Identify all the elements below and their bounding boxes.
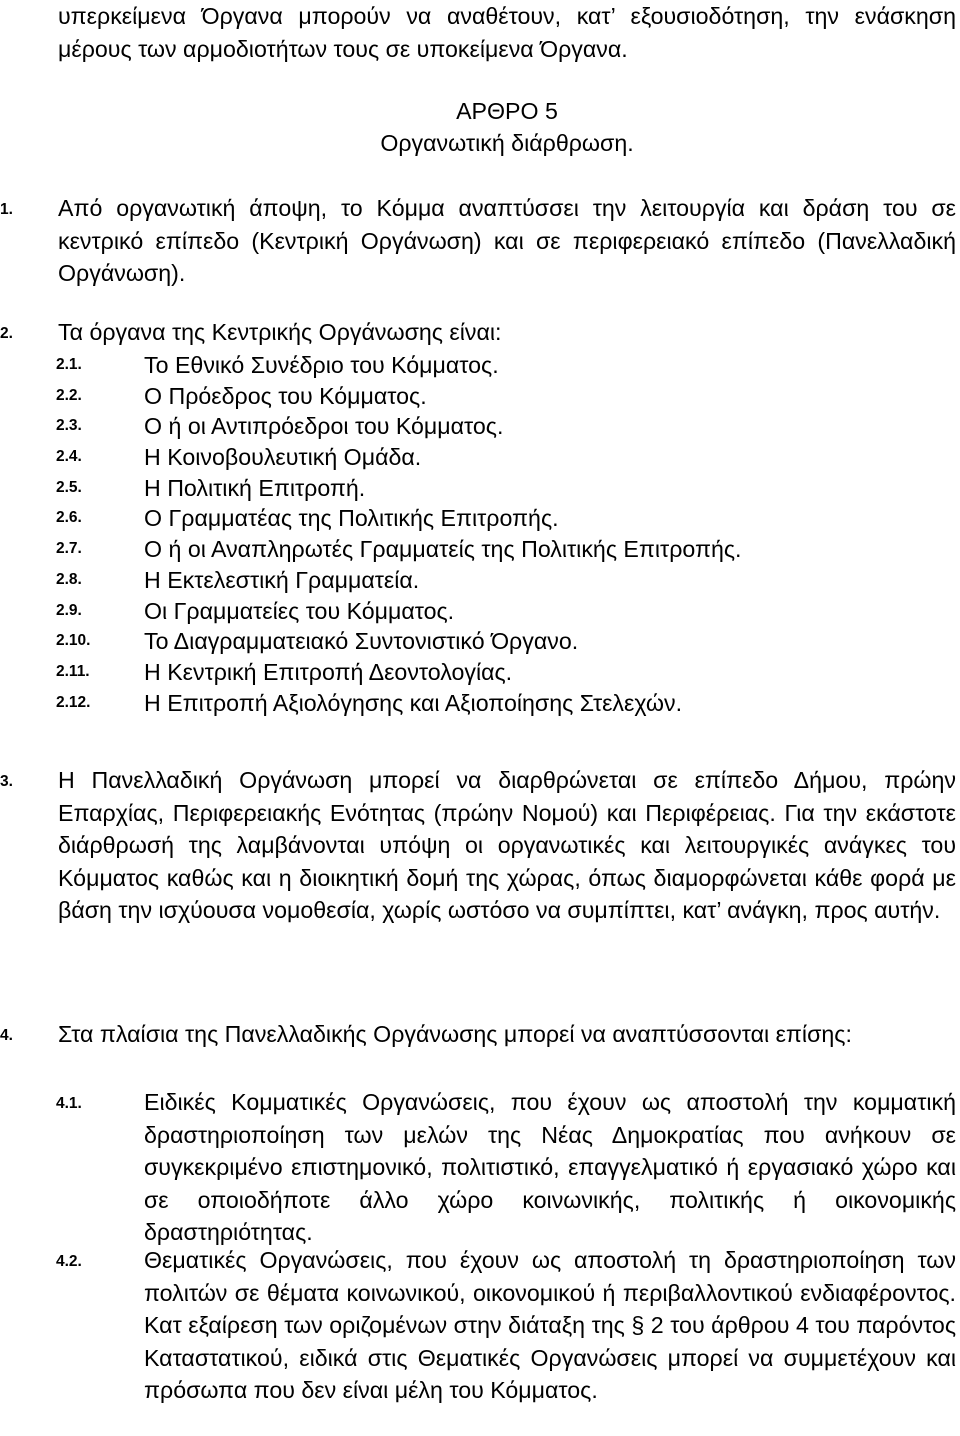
subparagraph-4-2 bbox=[56, 1244, 956, 1407]
paragraph-text: Από οργανωτική άποψη, το Κόμμα αναπτύσσει την λειτουργία και δράση του σε κεντρικό επίπεδο (Κεντρική Οργάνωση) και σε περιφερειακό επίπεδο (Πανελλαδική Οργάνωση). bbox=[58, 195, 956, 287]
paragraph-number: 2. bbox=[0, 325, 13, 342]
subparagraph-text: Θεματικές Οργανώσεις, που έχουν ως αποστολή τη δραστηριοποίηση των πολιτών σε θέματα κοινωνικού, οικονομικού ή περιβαλλοντικού ενδιαφέροντος. Κατ εξαίρεση των οριζομένων στην διάταξη της § 2 του άρθρου 4 του παρόντος Καταστατικού, ειδικά στις Θεματικές Οργανώσεις μπορεί να συμμετέχουν και πρόσωπα που δεν είναι μέλη του Κόμματος. bbox=[144, 1247, 956, 1404]
paragraph-3 bbox=[0, 764, 956, 927]
list-item: 2.1. Το Εθνικό Συνέδριο του Κόμματος. bbox=[56, 352, 499, 378]
list-item: 2.4. Η Κοινοβουλευτική Ομάδα. bbox=[56, 444, 422, 471]
paragraph-number: 4. bbox=[0, 1027, 13, 1044]
list-item: 2.12. Η Επιτροπή Αξιολόγησης και Αξιοποίησης Στελεχών. bbox=[56, 689, 683, 716]
article-number: ΑΡΘΡΟ 5 bbox=[456, 98, 558, 124]
list-item: 2.10. Το Διαγραμματειακό Συντονιστικό Όργανο. bbox=[56, 628, 579, 655]
paragraph-number: 3. bbox=[0, 773, 13, 790]
list-item: 2.8. Η Εκτελεστική Γραμματεία. bbox=[56, 566, 420, 593]
list-item: 2.11. Η Κεντρική Επιτροπή Δεοντολογίας. bbox=[56, 658, 513, 685]
list-item: 2.6. Ο Γραμματέας της Πολιτικής Επιτροπής. bbox=[56, 505, 559, 532]
list-item: 2.2. Ο Πρόεδρος του Κόμματος. bbox=[56, 382, 427, 409]
subparagraph-text: Ειδικές Κομματικές Οργανώσεις, που έχουν ως αποστολή την κομματική δραστηριοποίηση των μελών της Νέας Δημοκρατίας που ανήκουν σε συγκεκριμένο επιστημονικό, πολιτιστικό, επαγγελματικό ή εργασιακό χώρο και σε οποιοδήποτε άλλο χώρο κοινωνικής, πολιτικής ή οικονομικής δραστηριότητας. bbox=[144, 1089, 956, 1246]
paragraph-number: 1. bbox=[0, 201, 13, 218]
paragraph-2 bbox=[0, 316, 956, 348]
subparagraph-4-1 bbox=[56, 1086, 956, 1249]
paragraph-text: Στα πλαίσια της Πανελλαδικής Οργάνωσης μπορεί να αναπτύσσονται επίσης: bbox=[58, 1021, 852, 1047]
intro-paragraph: υπερκείμενα Όργανα μπορούν να αναθέτουν, κατ’ εξουσιοδότηση, την ενάσκηση μέρους των αρμοδιοτήτων τους σε υποκείμενα Όργανα. bbox=[58, 3, 956, 62]
paragraph-text: Η Πανελλαδική Οργάνωση μπορεί να διαρθρώνεται σε επίπεδο Δήμου, πρώην Επαρχίας, Περιφερειακής Ενότητας (πρώην Νομού) και Περιφέρειας. Για την εκάστοτε διάρθρωσή της λαμβάνονται υπόψη οι οργανωτικές και λειτουργικές ανάγκες του Κόμματος καθώς και η διοικητική δομή της χώρας, όπως διαμορφώνεται κάθε φορά με βάση την ισχύουσα νομοθεσία, χωρίς ωστόσο να συμπίπτει, κατ’ ανάγκη, προς αυτήν. bbox=[58, 767, 956, 924]
paragraph-4 bbox=[0, 1018, 956, 1051]
list-item: 2.7. Ο ή οι Αναπληρωτές Γραμματείς της Πολιτικής Επιτροπής. bbox=[56, 536, 742, 563]
subparagraph-number: 4.1. bbox=[56, 1095, 82, 1112]
paragraph-text: Τα όργανα της Κεντρικής Οργάνωσης είναι: bbox=[58, 319, 502, 345]
paragraph-1 bbox=[0, 192, 956, 290]
central-organs-list bbox=[56, 350, 956, 718]
list-item: 2.5. Η Πολιτική Επιτροπή. bbox=[56, 474, 366, 501]
article-heading bbox=[58, 95, 956, 159]
subparagraph-number: 4.2. bbox=[56, 1253, 82, 1270]
list-item: 2.3. Ο ή οι Αντιπρόεδροι του Κόμματος. bbox=[56, 413, 504, 440]
article-title: Οργανωτική διάρθρωση. bbox=[380, 130, 634, 156]
list-item: 2.9. Οι Γραμματείες του Κόμματος. bbox=[56, 597, 455, 624]
